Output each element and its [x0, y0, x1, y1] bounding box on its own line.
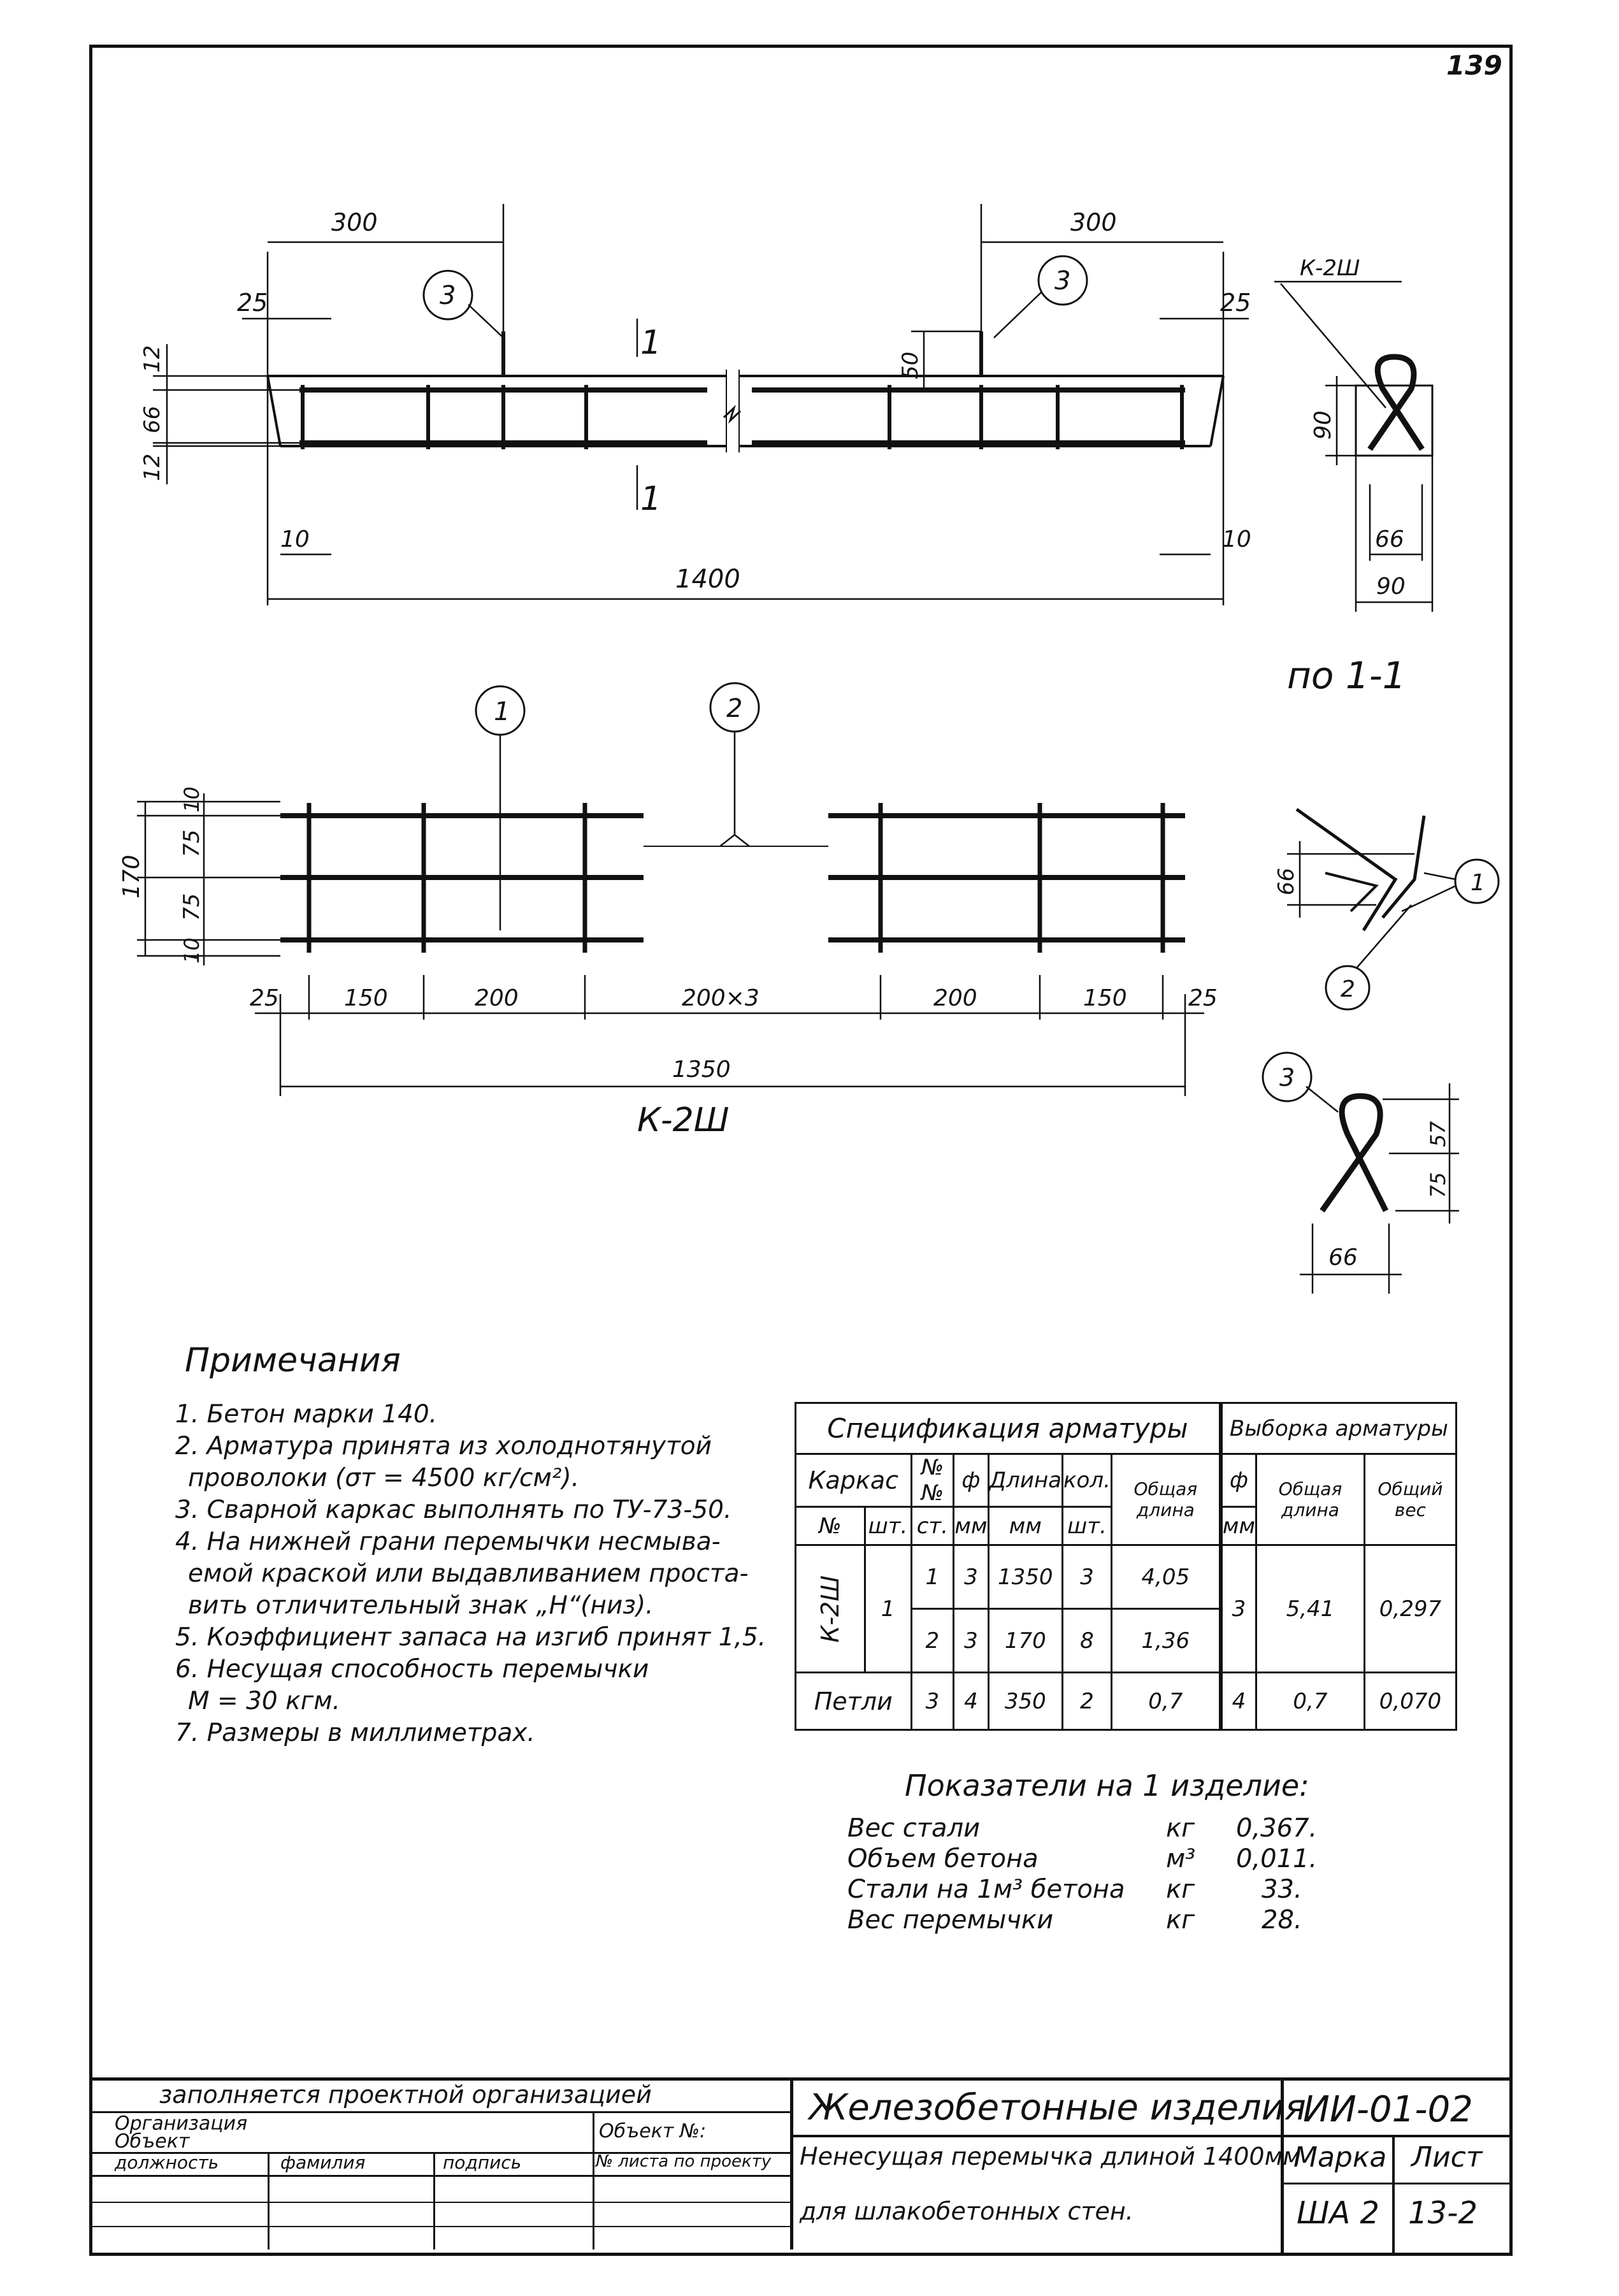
h-total: Общая длина: [1111, 1454, 1220, 1545]
loops-phi: 4: [954, 1673, 988, 1730]
cage-dim-1350: 1350: [672, 1057, 731, 1083]
section-dim-90-h: 90: [1310, 410, 1336, 440]
detail-dim-75: 75: [1426, 1172, 1450, 1198]
cage-dim-25b: 25: [1188, 985, 1218, 1011]
s1-weight: 0,297: [1364, 1545, 1456, 1673]
indicator-unit: кг: [1166, 1905, 1195, 1935]
tb-mark-label: Марка: [1293, 2141, 1387, 2174]
r2-qty: 8: [1063, 1609, 1112, 1673]
s1-phi: 3: [1221, 1545, 1256, 1673]
note-line: вить отличительный знак „Н“(низ).: [188, 1591, 654, 1620]
h-len: Длина: [988, 1454, 1062, 1507]
dim-25-right: 25: [1220, 289, 1251, 317]
h-weight: Общий вес: [1364, 1454, 1456, 1545]
dim-300-right: 300: [1070, 208, 1117, 236]
indicator-row: [847, 1905, 1357, 1935]
dim-1400: 1400: [675, 565, 740, 594]
indicators-title: Показатели на 1 изделие:: [905, 1768, 1309, 1803]
xsec-dim-66: 66: [1274, 867, 1299, 895]
section-dim-66: 66: [1375, 526, 1404, 552]
tb-filled-by: заполняется проектной организацией: [159, 2081, 652, 2109]
tb-series-title: Железобетонные изделия: [809, 2087, 1306, 2128]
dim-50: 50: [898, 351, 923, 379]
r2-phi: 3: [954, 1609, 988, 1673]
xsec-callout-2: 2: [1341, 976, 1355, 1002]
cage-dim-75a: 75: [179, 829, 205, 857]
tb-surname: фамилия: [280, 2152, 366, 2173]
note-line: 5. Коэффициент запаса на изгиб принят 1,5.: [175, 1623, 766, 1652]
u-mm2: мм: [988, 1507, 1062, 1545]
cage-name: [796, 1545, 865, 1673]
cage-dim-25a: 25: [250, 985, 279, 1011]
section-dim-90-w: 90: [1376, 574, 1406, 600]
cage-dim-200a: 200: [475, 985, 519, 1011]
spec-table: [795, 1402, 1457, 1731]
spec-title: Спецификация арматуры: [796, 1403, 1221, 1454]
section-mark-bottom: 1: [640, 480, 662, 518]
note-line: 2. Арматура принята из холоднотянутой: [175, 1432, 712, 1461]
loops-weight: 0,070: [1364, 1673, 1456, 1730]
indicator-value: 33.: [1262, 1875, 1302, 1904]
note-line: проволоки (σт = 4500 кг/см²).: [188, 1464, 580, 1492]
note-line: 4. На нижней грани перемычки несмыва-: [175, 1527, 721, 1556]
note-line: емой краской или выдавливанием проста-: [188, 1559, 749, 1588]
indicator-name: Стали на 1м³ бетона: [847, 1875, 1125, 1904]
section-mark-top: 1: [640, 324, 662, 362]
tb-code: ИИ-01-02: [1303, 2089, 1473, 2130]
r1-total: 4,05: [1111, 1545, 1220, 1609]
sample-title: Выборка арматуры: [1221, 1403, 1457, 1454]
note-line: 1. Бетон марки 140.: [175, 1400, 438, 1429]
callout-3-right: 3: [1054, 266, 1071, 296]
loop-detail: [1322, 1096, 1386, 1211]
loops-name: Петли: [796, 1673, 912, 1730]
indicator-name: Вес перемычки: [847, 1905, 1054, 1935]
note-line: 7. Размеры в миллиметрах.: [175, 1719, 535, 1747]
dim-25-left: 25: [237, 289, 268, 317]
tb-name-line2: для шлакобетонных стен.: [800, 2197, 1133, 2225]
h-qty: кол.: [1063, 1454, 1112, 1507]
tb-sheet-no: № листа по проекту: [596, 2152, 772, 2171]
cage-dim-150b: 150: [1083, 985, 1127, 1011]
indicator-unit: м³: [1166, 1844, 1196, 1874]
r1-qty: 3: [1063, 1545, 1112, 1609]
u-mm: мм: [954, 1507, 988, 1545]
dim-12-bot: 12: [140, 453, 165, 481]
indicator-name: Объем бетона: [847, 1844, 1039, 1874]
section-loop: [1370, 357, 1422, 449]
u-pcs2: шт.: [1063, 1507, 1112, 1545]
detail-dim-57: 57: [1426, 1121, 1450, 1147]
indicator-name: Вес стали: [847, 1814, 981, 1843]
loops-len: 350: [988, 1673, 1062, 1730]
loops-phi2: 4: [1221, 1673, 1256, 1730]
callout-3-left: 3: [440, 281, 456, 310]
h-phi: ф: [954, 1454, 988, 1507]
tb-signature: подпись: [443, 2152, 522, 2173]
cage-name-text: К-2Ш: [816, 1575, 844, 1643]
notes-block: [175, 1399, 781, 1749]
note-line: 3. Сварной каркас выполнять по ТУ-73-50.: [175, 1496, 732, 1524]
indicator-value: 0,011.: [1236, 1844, 1318, 1874]
callout-2: 2: [726, 694, 743, 723]
detail-dim-66: 66: [1328, 1245, 1358, 1271]
h-total2: Общая длина: [1256, 1454, 1365, 1545]
tb-sheet-label: Лист: [1411, 2141, 1483, 2174]
h-nn: №№: [911, 1454, 954, 1507]
dim-10-left: 10: [280, 526, 310, 552]
r1-len: 1350: [988, 1545, 1062, 1609]
tb-left: [89, 2081, 793, 2249]
cage-dim-200x3: 200×3: [682, 985, 759, 1011]
note-line: М = 30 кгм.: [188, 1687, 341, 1715]
indicator-unit: кг: [1166, 1875, 1195, 1904]
loops-no: 3: [911, 1673, 954, 1730]
note-line: 6. Несущая способность перемычки: [175, 1655, 649, 1684]
indicator-row: [847, 1844, 1357, 1874]
h-karkas: Каркас: [796, 1454, 912, 1507]
tb-object-no: Объект №:: [599, 2120, 707, 2142]
cage-dim-75b: 75: [179, 893, 205, 921]
r1-no: 1: [911, 1545, 954, 1609]
dim-12-top: 12: [140, 345, 165, 373]
cage-dim-10b: 10: [180, 937, 204, 964]
xsec-callout-1: 1: [1471, 870, 1485, 896]
dim-66: 66: [140, 405, 165, 433]
section-caption: по 1-1: [1287, 654, 1406, 697]
dim-10-right: 10: [1222, 526, 1251, 552]
cage-caption: К-2Ш: [637, 1101, 730, 1139]
indicator-unit: кг: [1166, 1814, 1195, 1843]
r2-no: 2: [911, 1609, 954, 1673]
detail-callout-3: 3: [1279, 1064, 1295, 1092]
cage-dim-200b: 200: [933, 985, 977, 1011]
cage-dim-10a: 10: [180, 786, 204, 812]
dim-300-left: 300: [331, 208, 378, 236]
indicator-value: 28.: [1262, 1905, 1302, 1935]
notes-title: Примечания: [185, 1341, 401, 1380]
tb-org: Организация: [115, 2112, 248, 2135]
loops-total: 0,7: [1111, 1673, 1220, 1730]
tb-name-line1: Ненесущая перемычка длиной 1400мм: [800, 2142, 1301, 2170]
tb-position: должность: [115, 2152, 219, 2173]
loops-total2: 0,7: [1256, 1673, 1365, 1730]
cage-dim-150a: 150: [344, 985, 388, 1011]
indicator-value: 0,367.: [1236, 1814, 1318, 1843]
s1-total: 5,41: [1256, 1545, 1365, 1673]
cage-qty: 1: [865, 1545, 911, 1673]
indicator-row: [847, 1813, 1357, 1844]
callout-1: 1: [494, 697, 510, 726]
r1-phi: 3: [954, 1545, 988, 1609]
tb-mark-value: ША 2: [1297, 2195, 1379, 2231]
u-st: ст.: [911, 1507, 954, 1545]
u-no: №: [796, 1507, 865, 1545]
r2-total: 1,36: [1111, 1609, 1220, 1673]
lintel-outline-left: [268, 376, 726, 446]
section-label: К-2Ш: [1300, 256, 1360, 281]
indicator-row: [847, 1874, 1357, 1905]
u-mm3: мм: [1221, 1507, 1256, 1545]
tb-sheet-value: 13-2: [1408, 2195, 1478, 2231]
loops-qty: 2: [1063, 1673, 1112, 1730]
page-number: 139: [1446, 50, 1502, 81]
u-pcs: шт.: [865, 1507, 911, 1545]
cage-dim-170: 170: [119, 855, 145, 899]
tb-object: Объект: [115, 2130, 190, 2153]
r2-len: 170: [988, 1609, 1062, 1673]
indicators-block: [847, 1813, 1357, 1935]
h-phi2: ф: [1221, 1454, 1256, 1507]
